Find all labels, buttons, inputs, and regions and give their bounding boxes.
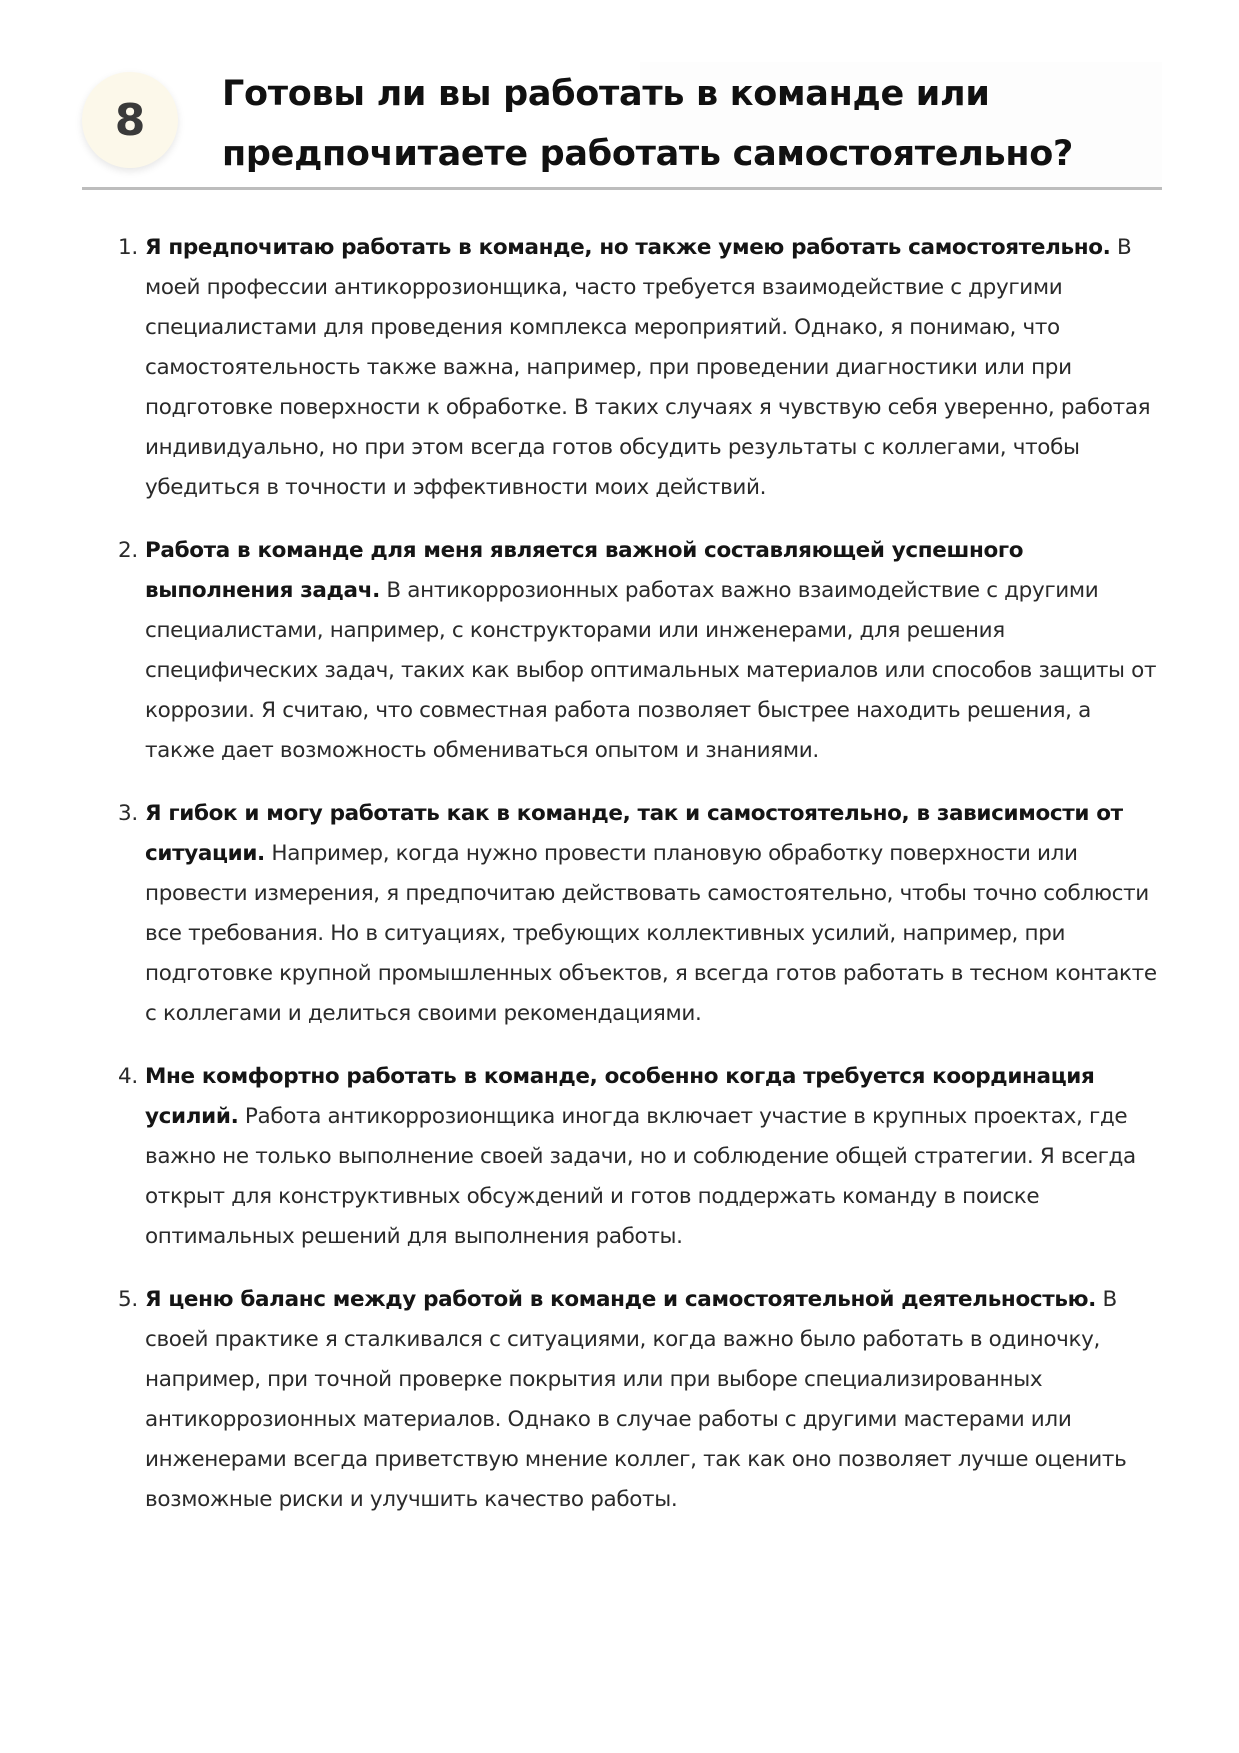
answer-number: 3. [118, 801, 138, 826]
answer-heading: Я предпочитаю работать в команде, но также умею работать самостоятельно. [145, 235, 1111, 260]
question-number-badge: 8 [82, 72, 178, 168]
answer-number: 5. [118, 1287, 138, 1312]
header-divider [82, 187, 1162, 190]
answer-heading: Я ценю баланс между работой в команде и самостоятельной деятельностью. [145, 1287, 1096, 1312]
answer-body: Например, когда нужно провести плановую обработку поверхности или провести измерения, я предпочитаю действовать самостоятельно, чтобы точно соблюсти все требования. Но в ситуациях, требующих коллективных усилий, например, при подготовке крупной промышленных объектов, я всегда готов работать в тесном контакте с коллегами и делиться своими рекомендациями. [145, 841, 1157, 1026]
answer-list [118, 228, 1165, 1543]
question-header [82, 60, 1162, 188]
answer-heading: Мне комфортно работать в команде, особенно когда требуется координация усилий. [145, 1064, 1095, 1129]
answer-item [118, 228, 1165, 508]
answer-body: Работа антикоррозионщика иногда включает участие в крупных проектах, где важно не только выполнение своей задачи, но и соблюдение общей стратегии. Я всегда открыт для конструктивных обсуждений и готов поддержать команду в поиске оптимальных решений для выполнения работы. [145, 1104, 1136, 1249]
answer-item [118, 1057, 1165, 1257]
answer-item [118, 1280, 1165, 1520]
answer-item [118, 531, 1165, 771]
answer-heading: Я гибок и могу работать как в команде, так и самостоятельно, в зависимости от ситуации. [145, 801, 1123, 866]
answer-number: 2. [118, 538, 138, 563]
answer-number: 4. [118, 1064, 138, 1089]
question-title: Готовы ли вы работать в команде или предпочитаете работать самостоятельно? [222, 74, 1074, 174]
answer-body: В антикоррозионных работах важно взаимодействие с другими специалистами, например, с конструкторами или инженерами, для решения специфических задач, таких как выбор оптимальных материалов или способов защиты от коррозии. Я считаю, что совместная работа позволяет быстрее находить решения, а также дает возможность обмениваться опытом и знаниями. [145, 578, 1157, 763]
answer-body: В моей профессии антикоррозионщика, часто требуется взаимодействие с другими специалистами для проведения комплекса мероприятий. Однако, я понимаю, что самостоятельность также важна, например, при проведении диагностики или при подготовке поверхности к обработке. В таких случаях я чувствую себя уверенно, работая индивидуально, но при этом всегда готов обсудить результаты с коллегами, чтобы убедиться в точности и эффективности моих действий. [145, 235, 1151, 500]
answer-item [118, 794, 1165, 1034]
answer-number: 1. [118, 235, 138, 260]
answer-heading: Работа в команде для меня является важной составляющей успешного выполнения задач. [145, 538, 1024, 603]
answer-body: В своей практике я сталкивался с ситуациями, когда важно было работать в одиночку, например, при точной проверке покрытия или при выборе специализированных антикоррозионных материалов. Однако в случае работы с другими мастерами или инженерами всегда приветствую мнение коллег, так как оно позволяет лучше оценить возможные риски и улучшить качество работы. [145, 1287, 1127, 1512]
